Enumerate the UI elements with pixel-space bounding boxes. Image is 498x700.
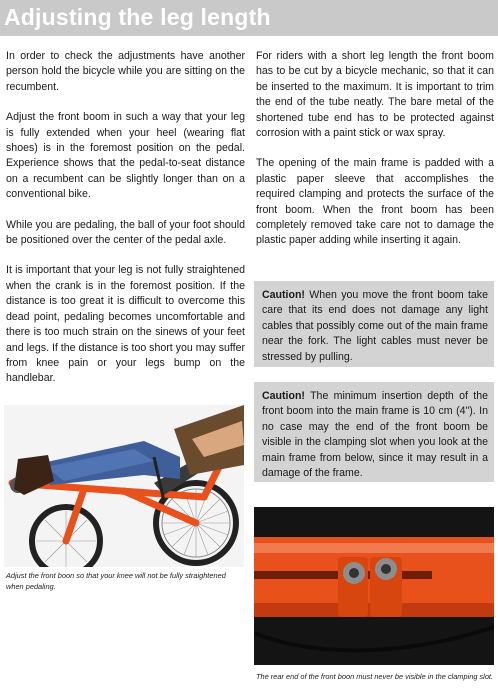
left-text-column	[6, 49, 245, 402]
right-paragraph-2: The opening of the main frame is padded with a plastic paper sleeve that accomplishes the required clamping and protects the surface of the front boom. When the front boom has been completely removed take care not to damage the plastic paper adding while inserting it again.	[256, 157, 494, 247]
right-paragraph-1: For riders with a short leg length the front boom has to be cut by a bicycle mechanic, so that it can be inserted to the maximum. It is important to trim the end of the tube neatly. The bare metal of the shortened tube end has to be protected against corrosion with a paint stick or wax spray.	[256, 50, 494, 140]
page-title: Adjusting the leg length	[4, 4, 271, 30]
front-boom-closeup-photo	[254, 507, 494, 665]
left-paragraph-2: Adjust the front boom in such a way that your leg is fully extended when your heel (wearing flat shoes) is in the foremost position on the pedal. Experience shows that the pedal-to-seat distance on a recumbent can be slightly longer than on a conventional bike.	[6, 111, 245, 201]
recumbent-rider-illustration	[4, 405, 244, 567]
caution-label: Caution!	[262, 289, 305, 301]
caution-box-insertion-depth	[254, 382, 494, 482]
left-paragraph-4: It is important that your leg is not fully straightened when the crank is in the foremost position. If the distance is too great it is difficult to overcome this dead point, pedaling becomes uncomfortable and there is too much strain on the sinews of your feet and legs. If the distance is too short you may suffer from knee pain or your legs bump on the handlebar.	[6, 264, 245, 385]
caution-label: Caution!	[262, 390, 305, 402]
title-bar	[0, 0, 498, 36]
recumbent-rider-photo	[4, 405, 244, 567]
caution-text: When you move the front boom take care that its end does not damage any light cables that possibly come out of the main frame near the fork. The light cables must never be stressed by pulling.	[262, 289, 488, 363]
left-paragraph-1: In order to check the adjustments have another person hold the bicycle while you are sitting on the recumbent.	[6, 50, 245, 93]
clamping-slot-illustration	[254, 507, 494, 665]
right-photo-caption: The rear end of the front boon must never be visible in the clamping slot.	[256, 672, 494, 681]
caution-text: The minimum insertion depth of the front boom into the main frame is 10 cm (4"). In no case may the end of the front boom be visible in the clamping slot when you look at the main frame from below, since it may result in a damage of the frame.	[262, 390, 488, 480]
right-text-column	[256, 49, 494, 264]
left-paragraph-3: While you are pedaling, the ball of your foot should be positioned over the center of the pedal axle.	[6, 218, 245, 247]
caution-box-light-cables	[254, 281, 494, 367]
left-photo-caption: Adjust the front boon so that your knee will not be fully straightened when pedaling.	[6, 571, 226, 591]
